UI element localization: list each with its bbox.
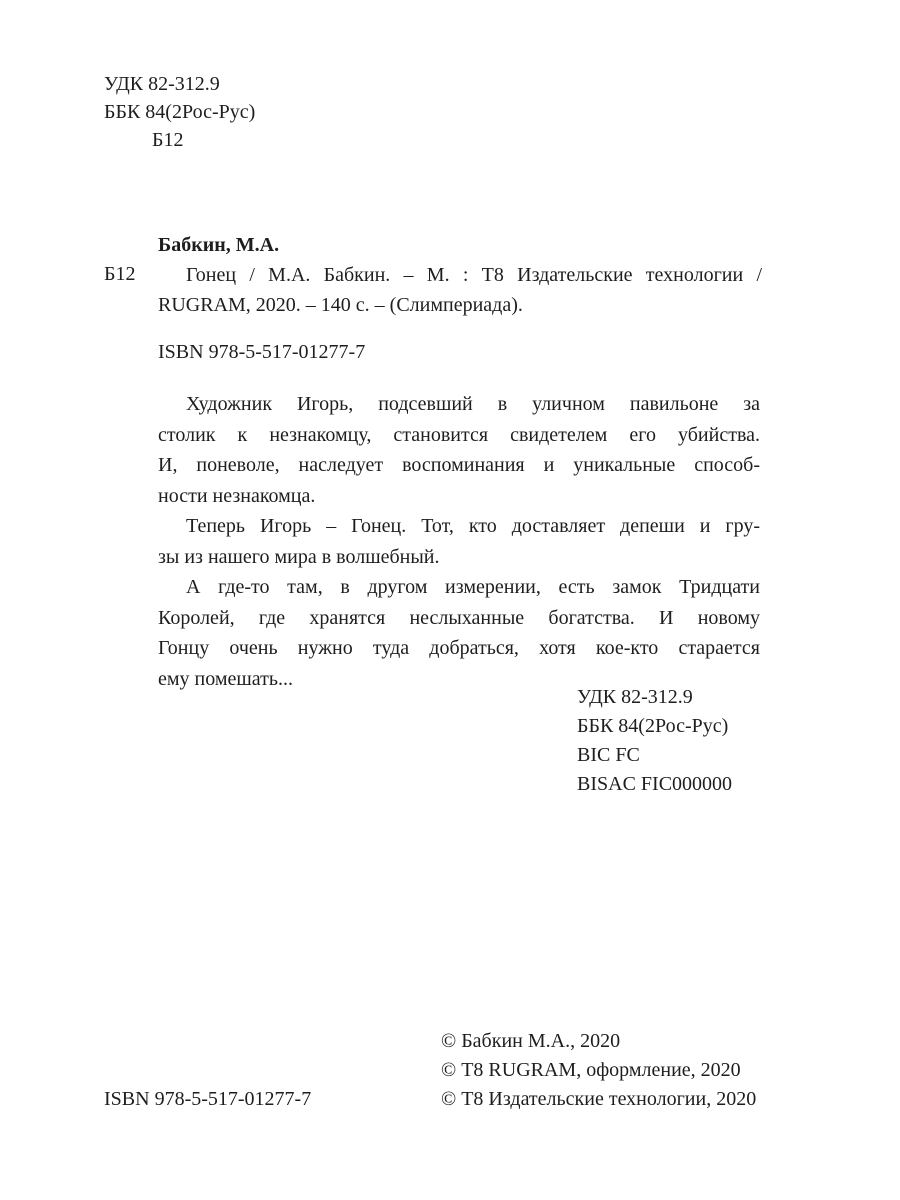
copyright-publisher: © Т8 Издательские технологии, 2020 [441, 1088, 757, 1110]
author-mark: Б12 [152, 129, 184, 151]
annotation-paragraph-3 [158, 572, 760, 694]
annotation-line: ности незнакомца. [158, 484, 316, 507]
copyright-author: © Бабкин М.А., 2020 [441, 1030, 621, 1052]
annotation-paragraph-2 [158, 511, 760, 572]
annotation [158, 389, 760, 694]
annotation-line: Королей, где хранятся неслыханные богатства. И новому [158, 606, 760, 629]
top-classification-codes [104, 70, 255, 154]
annotation-paragraph-1 [158, 389, 760, 511]
annotation-line: А где-то там, в другом измерении, есть замок Тридцати [186, 576, 760, 598]
bbk-code: ББК 84(2Рос-Рус) [104, 101, 256, 123]
udk-code: УДК 82-312.9 [577, 686, 693, 708]
isbn-bottom: ISBN 978-5-517-01277-7 [104, 1088, 312, 1110]
annotation-line: зы из нашего мира в волшебный. [158, 545, 440, 568]
annotation-line: Художник Игорь, подсевший в уличном павильоне за [186, 393, 760, 415]
udk-code: УДК 82-312.9 [104, 73, 220, 95]
classification-codes [577, 683, 732, 799]
copyright-notices [441, 1027, 756, 1114]
bib-line-1: Гонец / М.А. Бабкин. – М. : Т8 Издательские технологии / [186, 264, 762, 286]
annotation-line: Гонцу очень нужно туда добраться, хотя кое-кто старается [158, 637, 760, 659]
copyright-design: © Т8 RUGRAM, оформление, 2020 [441, 1059, 741, 1081]
bic-code: BIC FC [577, 744, 640, 766]
author-heading: Бабкин, М.А. [158, 234, 280, 256]
annotation-line: ему помешать... [158, 667, 294, 690]
annotation-line: Теперь Игорь – Гонец. Тот, кто доставляет депеши и гру- [186, 515, 760, 537]
bibliographic-description [158, 260, 762, 320]
isbn: ISBN 978-5-517-01277-7 [158, 341, 366, 363]
bisac-code: BISAC FIC000000 [577, 773, 733, 795]
annotation-line: столик к незнакомцу, становится свидетелем его убийства. [158, 423, 760, 446]
annotation-line: И, поневоле, наследует воспоминания и уникальные способ- [158, 454, 760, 476]
author-mark-left: Б12 [104, 263, 136, 285]
bib-line-2: RUGRAM, 2020. – 140 с. – (Слимпериада). [158, 294, 523, 316]
bbk-code: ББК 84(2Рос-Рус) [577, 715, 729, 737]
